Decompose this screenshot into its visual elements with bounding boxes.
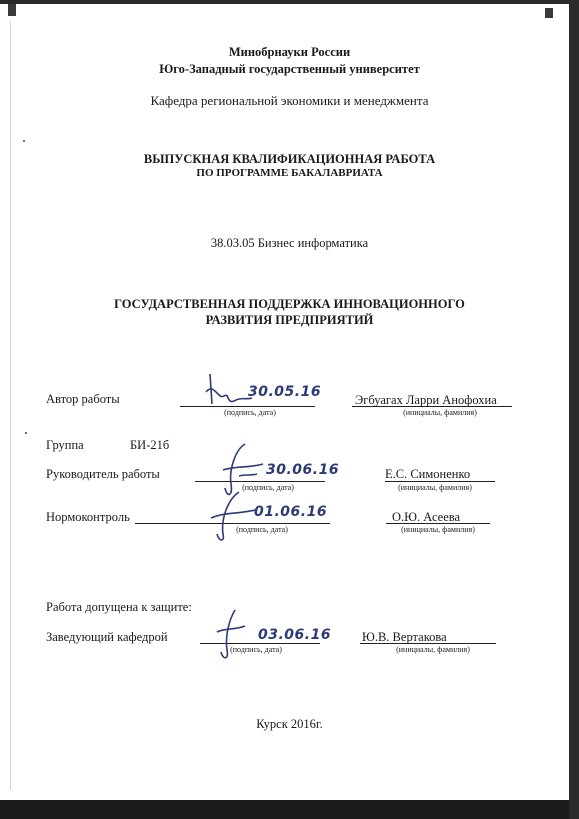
head-name-caption: (инициалы, фамилия) (396, 645, 470, 654)
supervisor-sign-caption: (подпись, дата) (242, 483, 294, 492)
admitted-label: Работа допущена к защите: (46, 600, 192, 614)
work-type-line2: ПО ПРОГРАММЕ БАКАЛАВРИАТА (196, 167, 383, 179)
normcontrol-sign-caption: (подпись, дата) (236, 525, 288, 534)
scan-dot (25, 432, 27, 434)
work-title-line1: ГОСУДАРСТВЕННАЯ ПОДДЕРЖКА ИННОВАЦИОННОГО (114, 297, 465, 311)
specialty: 38.03.05 Бизнес информатика (210, 236, 369, 250)
head-name: Ю.В. Вертакова (362, 630, 447, 644)
head-label: Заведующий кафедрой (46, 630, 168, 644)
supervisor-label: Руководитель работы (46, 467, 160, 481)
scan-margin-line (10, 20, 11, 790)
group-label: Группа (46, 438, 84, 452)
supervisor-date: 30.06.16 (266, 462, 340, 478)
author-name-caption: (инициалы, фамилия) (403, 408, 477, 417)
scan-edge-bottom (0, 800, 579, 819)
work-title-line2: РАЗВИТИЯ ПРЕДПРИЯТИЙ (205, 313, 374, 327)
author-name: Эгбуагах Ларри Анофохиа (355, 393, 497, 407)
university-name: Юго-Западный государственный университет (159, 62, 420, 76)
author-sign-caption: (подпись, дата) (224, 408, 276, 417)
scan-mark (8, 4, 16, 16)
author-date: 30.05.16 (248, 384, 322, 400)
supervisor-name: Е.С. Симоненко (385, 467, 471, 481)
scan-edge-right (569, 0, 579, 819)
normcontrol-date: 01.06.16 (254, 504, 328, 520)
scan-edge-top (0, 0, 579, 4)
author-signature (196, 370, 256, 412)
head-date: 03.06.16 (258, 627, 332, 643)
normcontrol-label: Нормоконтроль (46, 510, 130, 524)
scan-dot (23, 140, 25, 142)
head-sign-caption: (подпись, дата) (230, 645, 282, 654)
place-year: Курск 2016г. (256, 717, 323, 731)
normcontrol-name: О.Ю. Асеева (392, 510, 461, 524)
author-label: Автор работы (46, 392, 120, 406)
work-type-line1: ВЫПУСКНАЯ КВАЛИФИКАЦИОННАЯ РАБОТА (143, 152, 436, 166)
group-value: БИ-21б (130, 438, 170, 452)
scan-mark (545, 8, 553, 18)
ministry-name: Минобрнауки России (228, 45, 351, 59)
department-name: Кафедра региональной экономики и менеджмента (150, 93, 429, 108)
supervisor-name-caption: (инициалы, фамилия) (398, 483, 472, 492)
normcontrol-name-caption: (инициалы, фамилия) (401, 525, 475, 534)
